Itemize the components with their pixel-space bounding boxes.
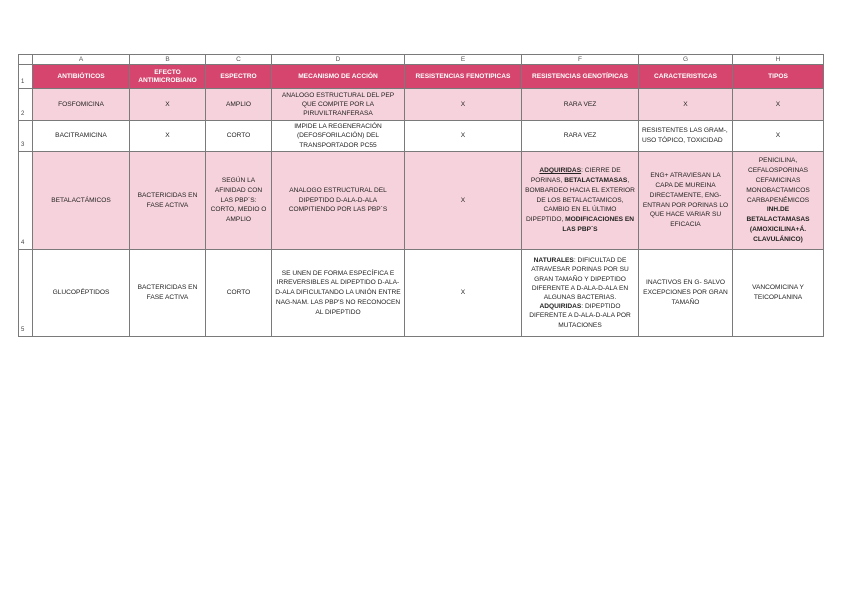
naturales-label: NATURALES — [533, 257, 574, 265]
cell-mecanismo[interactable]: IMPIDE LA REGENERACIÓN (DEFOSFORILACIÓN) DEL TRANSPORTADOR PC55 — [272, 121, 405, 152]
cell-resistencias-fenotipicas[interactable]: X — [405, 89, 522, 121]
cell-resistencias-genotipicas[interactable]: RARA VEZ — [522, 121, 639, 152]
column-header-c[interactable]: C — [206, 55, 272, 65]
column-header-row — [19, 55, 824, 65]
cell-caracteristicas[interactable]: RESISTENTES LAS GRAM-, USO TÓPICO, TOXICIDAD — [639, 121, 733, 152]
cell-resistencias-fenotipicas[interactable]: X — [405, 152, 522, 250]
table-row-betalactamicos — [19, 152, 824, 250]
column-header-b[interactable]: B — [130, 55, 206, 65]
cell-resistencias-fenotipicas[interactable]: X — [405, 250, 522, 337]
header-resistencias-genotipicas[interactable]: RESISTENCIAS GENOTÍPICAS — [522, 65, 639, 89]
cell-tipos[interactable]: X — [733, 121, 824, 152]
row-number-4[interactable]: 4 — [19, 152, 33, 250]
cell-tipos[interactable]: VANCOMICINA Y TEICOPLANINA — [733, 250, 824, 337]
header-espectro[interactable]: ESPECTRO — [206, 65, 272, 89]
adquiridas-text: : DIPEPTIDO DIFERENTE A D-ALA-D-ALA POR MUTACIONES — [529, 303, 631, 329]
cell-tipos[interactable]: X — [733, 89, 824, 121]
row-number-3[interactable]: 3 — [19, 121, 33, 152]
cell-efecto[interactable]: X — [130, 121, 206, 152]
header-antibioticos[interactable]: ANTIBIÓTICOS — [33, 65, 130, 89]
cell-resistencias-genotipicas[interactable]: RARA VEZ — [522, 89, 639, 121]
cell-caracteristicas[interactable]: INACTIVOS EN G- SALVO EXCEPCIONES POR GRAN TAMAÑO — [639, 250, 733, 337]
row-number-1[interactable]: 1 — [19, 65, 33, 89]
genotipicas-text-part: : CIERRE DE PORINAS, — [530, 167, 621, 184]
naturales-text: : DIFICULTAD DE ATRAVESAR PORINAS POR SU GRAN TAMAÑO Y DIPEPTIDO DIFERENTE A D-ALA-D-ALA EN ALGUNAS BACTERIAS. — [531, 257, 629, 301]
header-resistencias-fenotipicas[interactable]: RESISTENCIAS FENOTIPICAS — [405, 65, 522, 89]
genotipicas-bold-part: BETALACTAMASAS — [564, 177, 628, 184]
table-row-bacitramicina — [19, 121, 824, 152]
cell-antibiotico[interactable]: BACITRAMICINA — [33, 121, 130, 152]
adquiridas-label: ADQUIRIDAS — [539, 167, 582, 175]
table-header-row — [19, 65, 824, 89]
cell-mecanismo[interactable]: ANALOGO ESTRUCTURAL DEL PEP QUE COMPITE POR LA PIRUVILTRANFERASA — [272, 89, 405, 121]
tipos-list: PENICILINA, CEFALOSPORINAS CEFAMICINAS MONOBACTAMICOS CARBAPENÉMICOS — [746, 157, 810, 204]
header-efecto[interactable]: EFECTO ANTIMICROBIANO — [130, 65, 206, 89]
cell-antibiotico[interactable]: BETALACTÁMICOS — [33, 152, 130, 250]
cell-resistencias-fenotipicas[interactable]: X — [405, 121, 522, 152]
cell-espectro[interactable]: SEGÚN LA AFINIDAD CON LAS PBP´S: CORTO, MEDIO O AMPLIO — [206, 152, 272, 250]
genotipicas-bold-part: MODIFICACIONES EN LAS PBP´S — [562, 216, 635, 233]
header-tipos[interactable]: TIPOS — [733, 65, 824, 89]
header-mecanismo[interactable]: MECANISMO DE ACCIÓN — [272, 65, 405, 89]
header-caracteristicas[interactable]: CARACTERISTICAS — [639, 65, 733, 89]
column-header-e[interactable]: E — [405, 55, 522, 65]
cell-tipos[interactable] — [733, 152, 824, 250]
cell-efecto[interactable]: BACTERICIDAS EN FASE ACTIVA — [130, 152, 206, 250]
column-header-a[interactable]: A — [33, 55, 130, 65]
cell-espectro[interactable]: CORTO — [206, 121, 272, 152]
table-row-fosfomicina — [19, 89, 824, 121]
select-all-corner[interactable] — [19, 55, 33, 65]
cell-resistencias-genotipicas[interactable] — [522, 152, 639, 250]
column-header-g[interactable]: G — [639, 55, 733, 65]
column-header-h[interactable]: H — [733, 55, 824, 65]
cell-efecto[interactable]: X — [130, 89, 206, 121]
column-header-d[interactable]: D — [272, 55, 405, 65]
tipos-inhibidores: INH.DE BETALACTAMASAS (AMOXICILINA+Á. CLAVULÁNICO) — [746, 206, 810, 243]
cell-mecanismo[interactable]: SE UNEN DE FORMA ESPECÍFICA E IRREVERSIBLES AL DIPEPTIDO D-ALA-D-ALA DIFICULTANDO LA UNIÓN ENTRE NAG-NAM. LAS PBP'S NO RECONOCEN AL DIPEPTIDO — [272, 250, 405, 337]
cell-resistencias-genotipicas[interactable] — [522, 250, 639, 337]
cell-antibiotico[interactable]: GLUCOPÉPTIDOS — [33, 250, 130, 337]
cell-mecanismo[interactable]: ANALOGO ESTRUCTURAL DEL DIPEPTIDO D-ALA-D-ALA COMPITIENDO POR LAS PBP´S — [272, 152, 405, 250]
spreadsheet-table — [18, 54, 824, 337]
cell-caracteristicas[interactable]: X — [639, 89, 733, 121]
cell-espectro[interactable]: AMPLIO — [206, 89, 272, 121]
cell-caracteristicas[interactable]: ENG+ ATRAVIESAN LA CAPA DE MUREINA DIRECTAMENTE, ENG- ENTRAN POR PORINAS LO QUE HACE VARIAR SU EFICACIA — [639, 152, 733, 250]
row-number-2[interactable]: 2 — [19, 89, 33, 121]
cell-espectro[interactable]: CORTO — [206, 250, 272, 337]
adquiridas-label: ADQUIRIDAS — [539, 303, 582, 311]
cell-efecto[interactable]: BACTERICIDAS EN FASE ACTIVA — [130, 250, 206, 337]
cell-antibiotico[interactable]: FOSFOMICINA — [33, 89, 130, 121]
table-row-glucopeptidos — [19, 250, 824, 337]
row-number-5[interactable]: 5 — [19, 250, 33, 337]
column-header-f[interactable]: F — [522, 55, 639, 65]
genotipicas-text-part: , BOMBARDEO HACIA EL EXTERIOR DE LOS BETALACTAMICOS, CAMBIO EN EL ÚLTIMO DIPEPTIDO, — [525, 177, 635, 224]
